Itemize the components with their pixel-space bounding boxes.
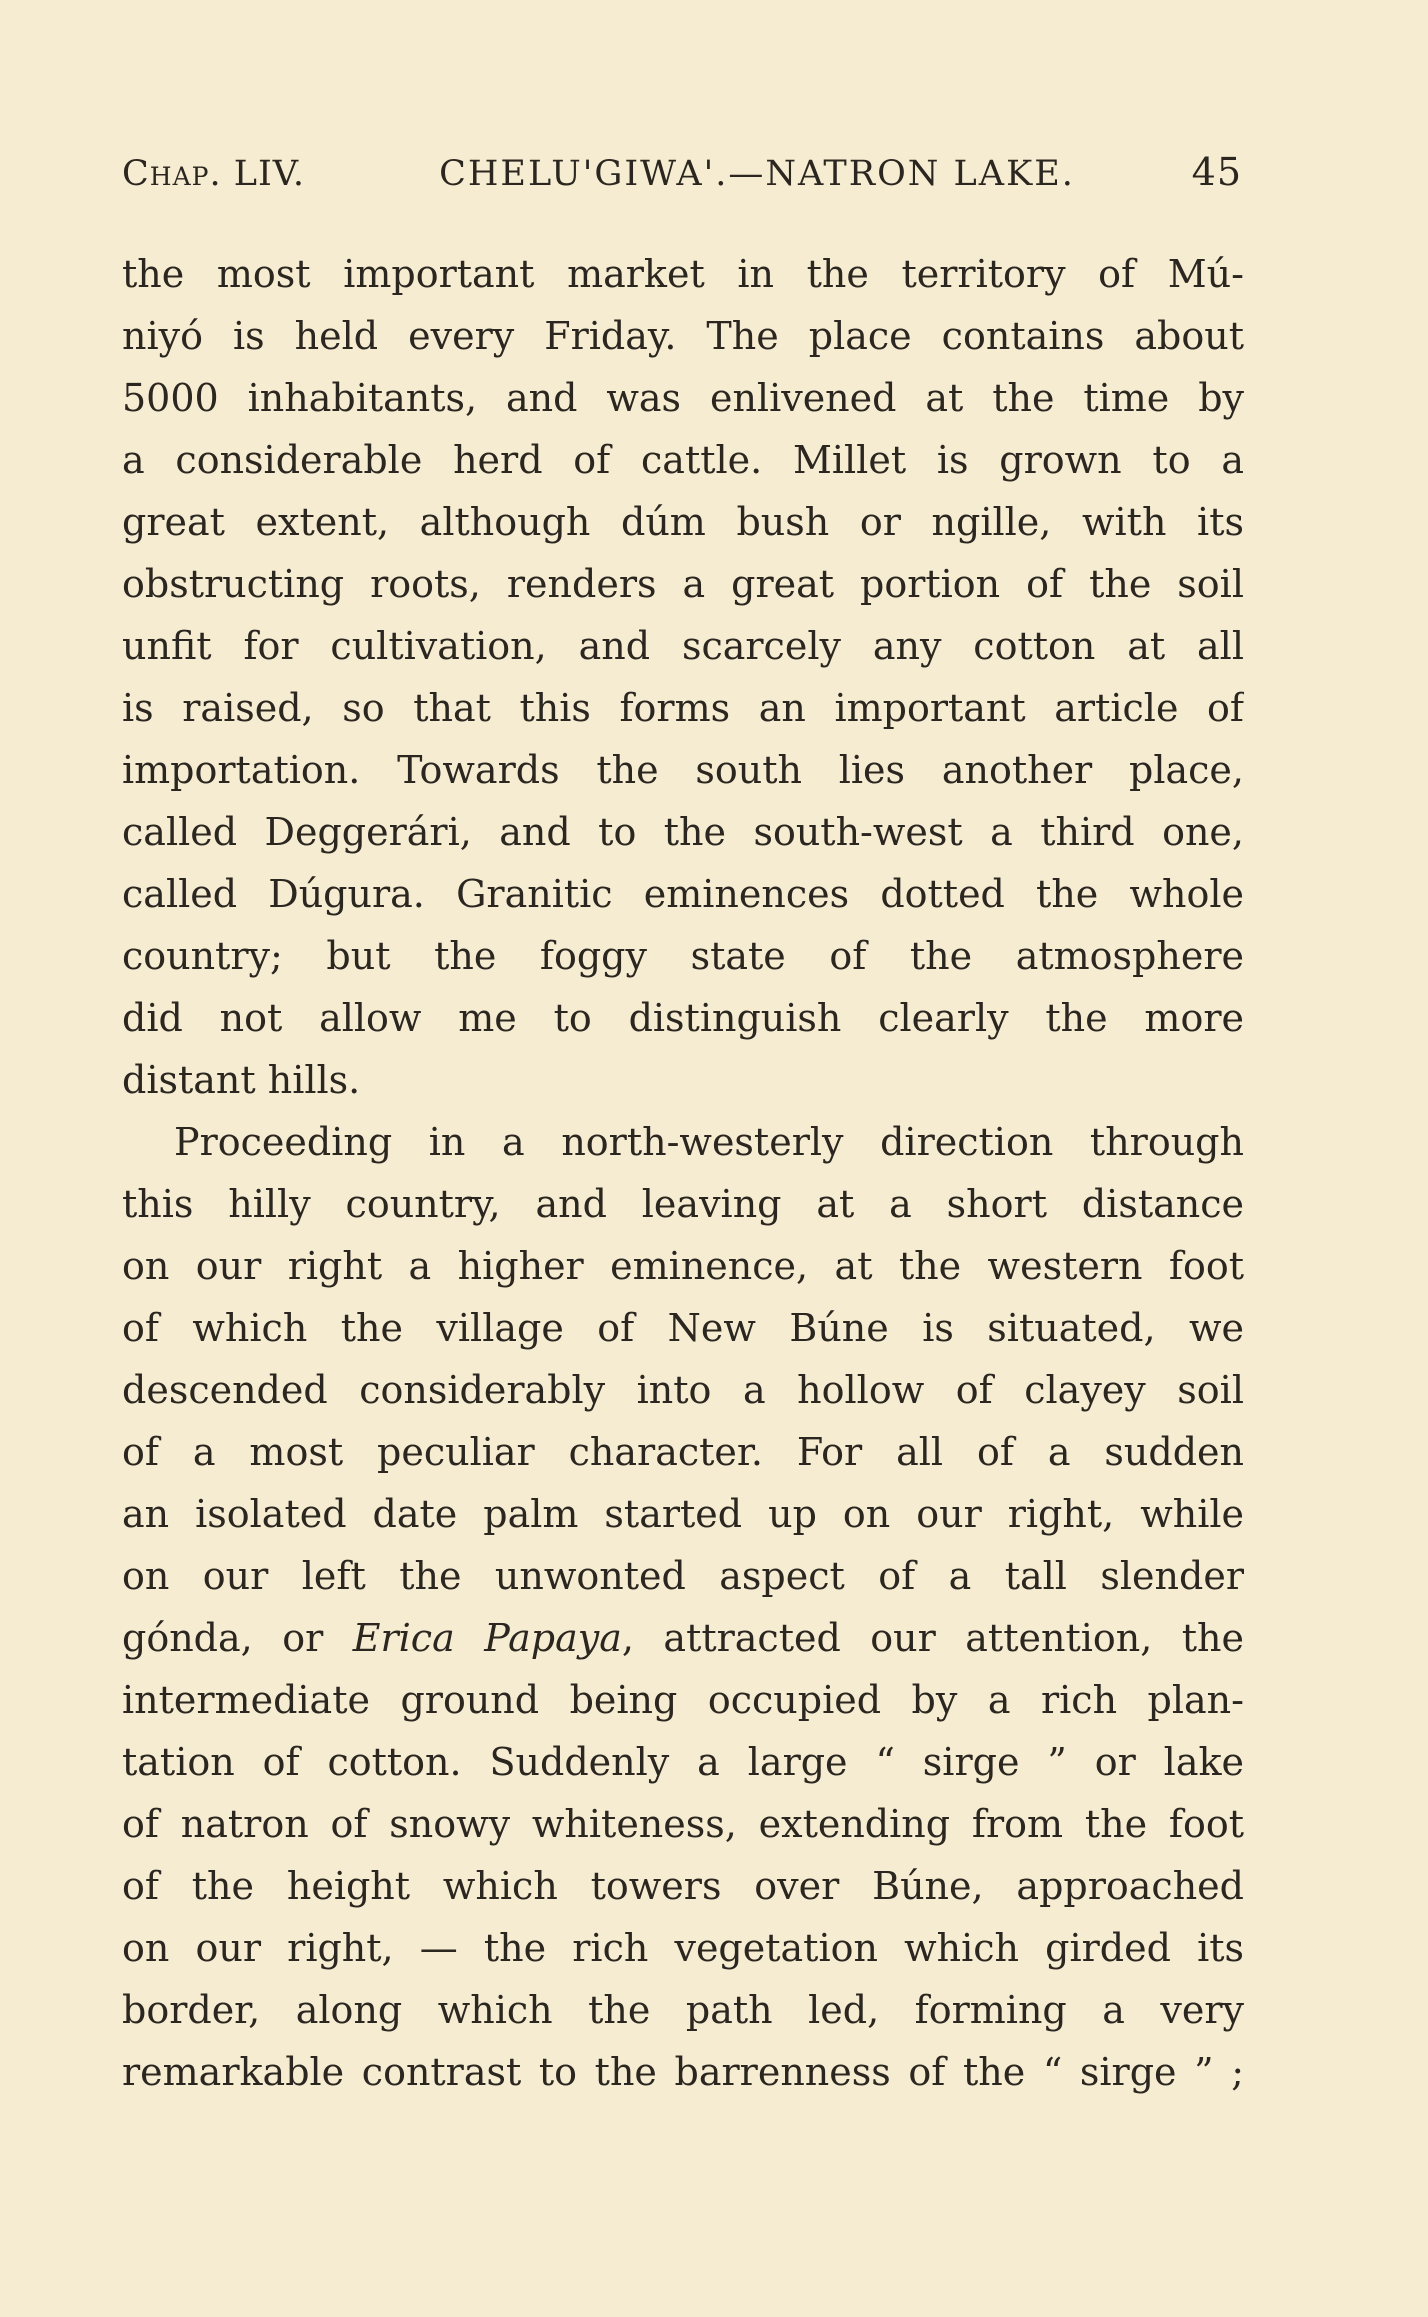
text-line: distant hills. <box>122 1058 361 1102</box>
text-line: on our right, — the rich vegetation which girded its <box>122 1926 1244 1970</box>
text-line: obstructing roots, renders a great portion of the soil <box>122 562 1244 606</box>
text-line: great extent, although dúm bush or ngille, with its <box>122 500 1244 544</box>
text-line: tation of cotton. Suddenly a large “ sirge ” or lake <box>122 1740 1244 1784</box>
text-line: of natron of snowy whiteness, extending from the foot <box>122 1802 1244 1846</box>
text-line: of a most peculiar character. For all of a sudden <box>122 1430 1244 1474</box>
text-line: country; but the foggy state of the atmosphere <box>122 934 1244 978</box>
text-line: descended considerably into a hollow of clayey soil <box>122 1368 1244 1412</box>
running-head <box>122 150 1242 206</box>
page-number: 45 <box>1191 150 1242 194</box>
text-line: called Deggerári, and to the south-west a third one, <box>122 810 1244 854</box>
text-line: an isolated date palm started up on our right, while <box>122 1492 1244 1536</box>
italic-term: Erica Papaya <box>352 1616 622 1660</box>
text-line: intermediate ground being occupied by a rich plan- <box>122 1678 1244 1722</box>
text-line: niyó is held every Friday. The place contains about <box>122 314 1244 358</box>
text-line: called Dúgura. Granitic eminences dotted the whole <box>122 872 1244 916</box>
text-line: Proceeding in a north-westerly direction through <box>174 1120 1244 1164</box>
text-line: remarkable contrast to the barrenness of the “ sirge ” ; <box>122 2050 1244 2094</box>
text-line: importation. Towards the south lies another place, <box>122 748 1244 792</box>
running-title: CHELU'GIWA'.—NATRON LAKE. <box>439 154 1075 194</box>
chapter-label: Chap. LIV. <box>122 154 306 194</box>
text-line: is raised, so that this forms an important article of <box>122 686 1244 730</box>
text-line: the most important market in the territory of Mú- <box>122 252 1244 296</box>
text-line-with-italic <box>122 1607 1244 1669</box>
text-segment: , attracted our attention, the <box>621 1616 1244 1660</box>
text-line: unfit for cultivation, and scarcely any cotton at all <box>122 624 1244 668</box>
text-line: of which the village of New Búne is situated, we <box>122 1306 1244 1350</box>
text-line: this hilly country, and leaving at a short distance <box>122 1182 1244 1226</box>
text-line: on our left the unwonted aspect of a tall slender <box>122 1554 1244 1598</box>
paragraph-2 <box>122 1111 1244 2103</box>
paragraph-1 <box>122 243 1244 1111</box>
body-text <box>122 243 1244 2103</box>
text-line: on our right a higher eminence, at the western foot <box>122 1244 1244 1288</box>
text-segment: gónda, or <box>122 1616 353 1660</box>
text-line: a considerable herd of cattle. Millet is grown to a <box>122 438 1244 482</box>
text-line: of the height which towers over Búne, approached <box>122 1864 1244 1908</box>
text-line: border, along which the path led, forming a very <box>122 1988 1244 2032</box>
text-line: did not allow me to distinguish clearly the more <box>122 996 1244 1040</box>
text-line: 5000 inhabitants, and was enlivened at the time by <box>122 376 1244 420</box>
